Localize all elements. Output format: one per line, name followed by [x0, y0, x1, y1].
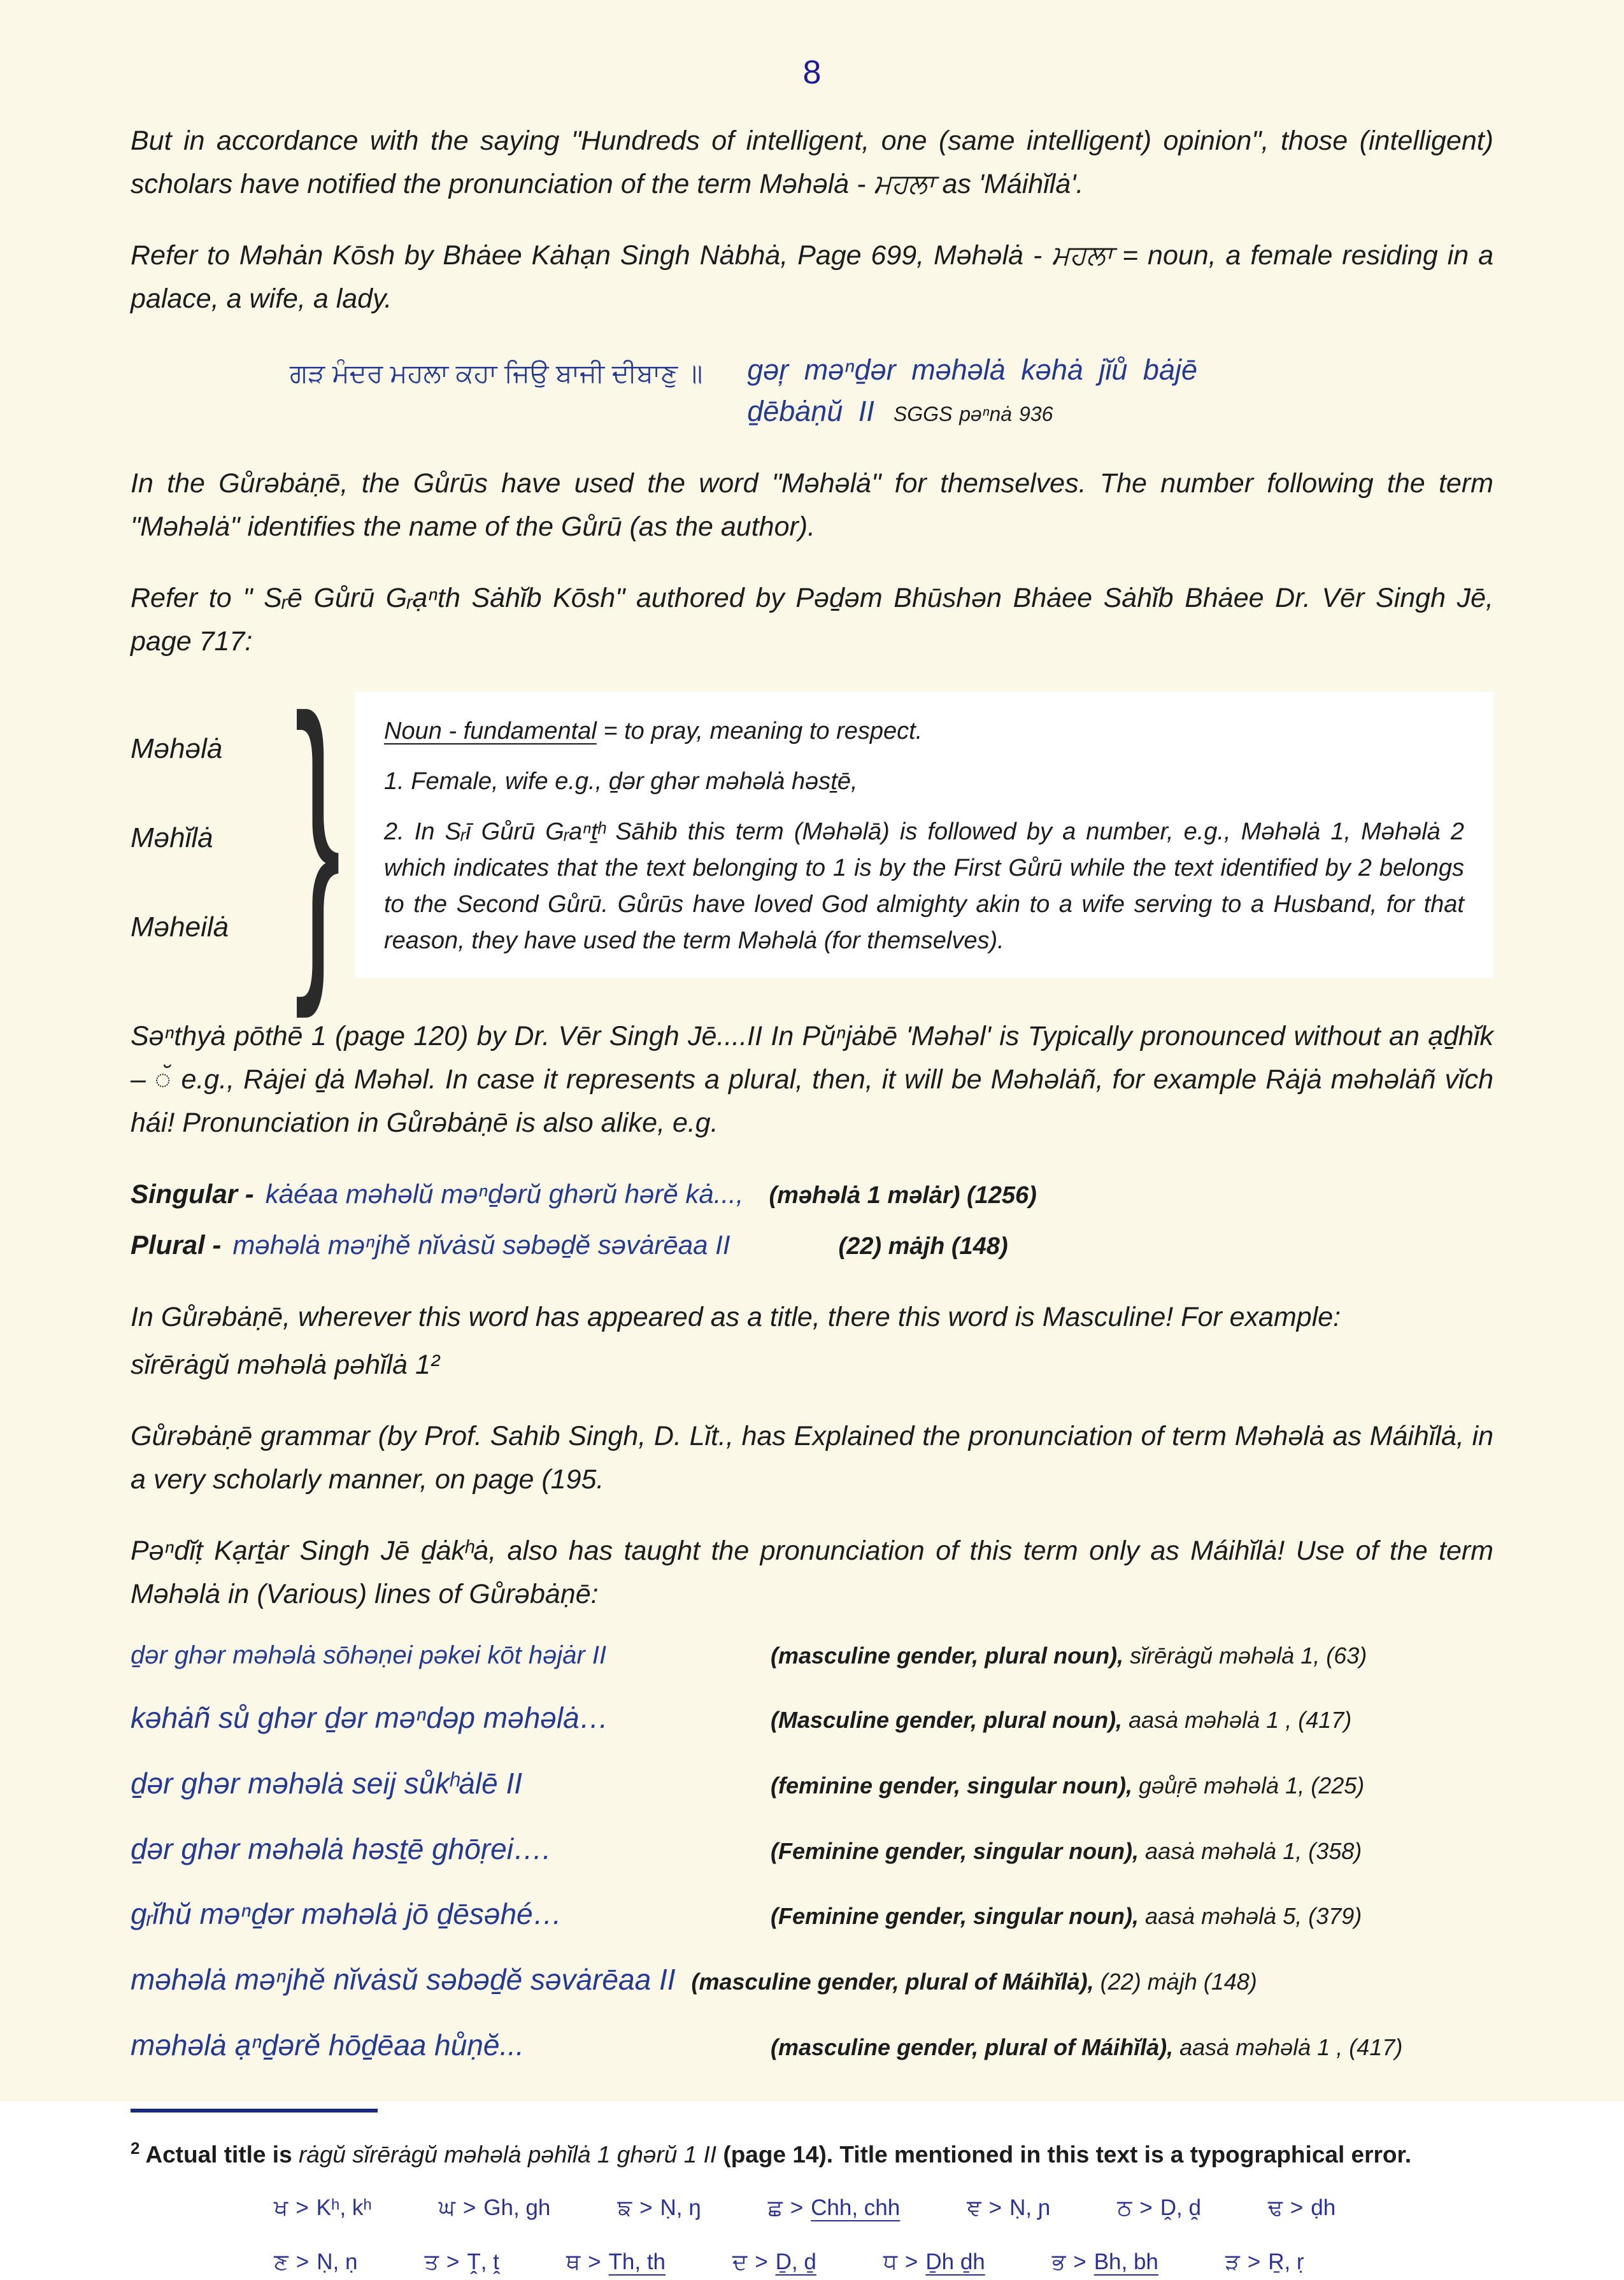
example-row [131, 1760, 1493, 1807]
definition-heading-term: Noun - fundamental [384, 718, 597, 745]
plural-label: Plural - [131, 1230, 222, 1260]
mapping-arrow: > [1073, 2249, 1086, 2275]
transliteration-line2: ḏēbȧṇŭ II [747, 395, 874, 427]
latin-mapping: Ḏh ḏh [925, 2249, 985, 2275]
gurmukhi-letter: ਢ [1267, 2195, 1283, 2221]
latin-mapping: Ṇ, ɲ [1009, 2195, 1051, 2221]
footnote [131, 2135, 1493, 2174]
gurmukhi-letter: ਦ [732, 2249, 748, 2275]
example-phrase: məhəlȧ ạⁿḏərĕ hōḏēaa hůṇĕ... [131, 2028, 524, 2062]
footnote-pre: Actual title is [139, 2141, 299, 2168]
example-row [131, 1826, 1493, 1872]
page-number: 8 [802, 54, 822, 91]
pronunciation-variant-2: Məhĭlȧ [131, 822, 213, 854]
mapping-arrow: > [1247, 2249, 1261, 2275]
example-phrase: ḏər ghər məhəlȧ seij sůkʰȧlē II [131, 1767, 523, 1800]
legend-item [274, 2244, 357, 2279]
footnote-marker: 2 [131, 2139, 140, 2158]
mapping-arrow: > [1290, 2195, 1304, 2221]
latin-mapping: Ṇ, ṇ [317, 2249, 358, 2275]
para-mahan-kosh: Refer to Məhȧn Kōsh by Bhȧee Kȧhạn Singh Nȧbhȧ, Page 699, Məhəlȧ - ਮਹਲਾ = noun, a female residing in a palace, a wife, a lady. [131, 239, 1493, 314]
example-note-gender: (masculine gender, plural noun), [771, 1642, 1124, 1669]
pronunciation-variants [131, 692, 280, 978]
legend-item [1117, 2190, 1201, 2225]
legend-item [274, 2190, 372, 2225]
gurmukhi-letter: ਤ [424, 2249, 439, 2275]
gurmukhi-letter: ਠ [1117, 2195, 1132, 2221]
plural-row [131, 1224, 1493, 1266]
latin-mapping: Ḓ, ḓ [1160, 2195, 1201, 2221]
definition-box [355, 692, 1493, 978]
para-kartar: Pəⁿdĭṭ Kạrṯȧr Singh Jē ḏȧkʰȧ, also has taught the pronunciation of this term only as Máihĭlȧ! Use of the term Məhəlȧ in (Various) lines of Gůrəbȧṇē: [131, 1535, 1493, 1610]
mapping-arrow: > [462, 2195, 476, 2221]
legend-item [883, 2244, 985, 2279]
legend-item [768, 2190, 901, 2225]
example-note-source: sĭrērȧgŭ məhəlȧ 1, (63) [1123, 1642, 1367, 1669]
para-grammar: Gůrəbȧṇē grammar (by Prof. Sahib Singh, D. Lĭt., has Explained the pronunciation of term Məhəlȧ as Máihĭlȧ, in a very scholarly manner, on page (195. [131, 1421, 1493, 1495]
example-note-gender: (masculine gender, plural of Máihĭlȧ), [691, 1969, 1094, 1995]
example-note [771, 1702, 1351, 1739]
example-note-source: (22) mȧjh (148) [1093, 1969, 1257, 1995]
example-note [771, 1768, 1364, 1804]
gurmukhi-letter: ਥ [566, 2249, 581, 2275]
mapping-arrow: > [755, 2249, 768, 2275]
pronunciation-variant-1: Məhəlȧ [131, 733, 223, 764]
example-note [771, 2030, 1402, 2066]
definition-block [131, 650, 1493, 1020]
footnote-title: rȧgŭ sĭrērȧgŭ məhəlȧ pəhĭlȧ 1 ghərŭ 1 II [298, 2141, 723, 2168]
latin-mapping: Ṟ, ṛ [1268, 2249, 1304, 2275]
mapping-arrow: > [790, 2195, 804, 2221]
latin-mapping: Gh, gh [483, 2195, 551, 2221]
mapping-arrow: > [639, 2195, 653, 2221]
gurmukhi-letter: ਘ [438, 2195, 455, 2221]
example-row [131, 2022, 1493, 2069]
latin-mapping: Bh, bh [1093, 2249, 1158, 2275]
mapping-arrow: > [1139, 2195, 1153, 2221]
example-note-gender: (feminine gender, singular noun), [771, 1772, 1133, 1799]
example-note-gender: (masculine gender, plural of Máihĭlȧ), [771, 2034, 1174, 2060]
example-note-source: gəůṛē məhəlȧ 1, (225) [1132, 1772, 1365, 1799]
legend-item [439, 2190, 551, 2225]
gurmukhi-letter: ਧ [883, 2249, 897, 2275]
para-santhya: Səⁿthyȧ pōthē 1 (page 120) by Dr. Vēr Singh Jē....II In Pŭⁿjȧbē 'Məhəl' is Typically pronounced without an ạḏhĭk – ◌̆ e.g., Rȧjei ḏȧ Məhəl. In case it represents a plural, then, it will be Məhəlȧñ, for example Rȧjȧ məhəlȧñ vĭch hái! Pronunciation in Gůrəbȧṇē is also alike, e.g. [131, 1021, 1493, 1138]
example-note [771, 1638, 1367, 1674]
example-note-source: aasȧ məhəlȧ 5, (379) [1139, 1903, 1362, 1930]
gurbani-examples [131, 1635, 1493, 2068]
gurmukhi-letter: ਛ [767, 2195, 783, 2221]
para-kosh-reference: Refer to " Sᵣē Gůrū Gᵣạⁿth Sȧhĭb Kōsh" authored by Pəḏəm Bhūshən Bhȧee Sȧhĭb Bhȧee Dr. Vēr Singh Jē, page 717: [131, 583, 1493, 657]
mapping-arrow: > [904, 2249, 918, 2275]
example-note-gender: (Feminine gender, singular noun), [771, 1837, 1139, 1864]
mapping-arrow: > [296, 2249, 310, 2275]
legend-row-2 [131, 2244, 1493, 2279]
mapping-arrow: > [988, 2195, 1002, 2221]
latin-mapping: ḍh [1311, 2195, 1336, 2221]
example-note-gender: (Masculine gender, plural noun), [771, 1707, 1123, 1734]
definition-heading [384, 713, 1464, 750]
example-note-source: aasȧ məhəlȧ 1 , (417) [1173, 2034, 1403, 2060]
transliteration-block [747, 349, 1197, 432]
mapping-arrow: > [588, 2249, 601, 2275]
latin-mapping: Ḏ, ḏ [775, 2249, 816, 2275]
gurbani-quote [290, 349, 1493, 432]
gurmukhi-line: ਗੜ ਮੰਦਰ ਮਹਲਾ ਕਹਾ ਜਿਉ ਬਾਜੀ ਦੀਬਾਣੁ ॥ [290, 358, 703, 388]
example-row [131, 1891, 1493, 1937]
singular-row [131, 1173, 1493, 1215]
legend-item [1225, 2244, 1304, 2279]
para-masculine: In Gůrəbȧṇē, wherever this word has appeared as a title, there this word is Masculine! For example: [131, 1301, 1341, 1332]
example-note [692, 1964, 1257, 2000]
example-row [131, 1695, 1493, 1741]
definition-heading-rest: = to pray, meaning to respect. [596, 718, 923, 745]
mapping-arrow: > [446, 2249, 460, 2275]
plural-note: (22) mȧjh (148) [838, 1233, 1008, 1260]
latin-mapping: Chh, chh [811, 2195, 901, 2221]
gurmukhi-letter: ਞ [967, 2195, 981, 2221]
brace-glyph: } [294, 650, 341, 1020]
mapping-arrow: > [296, 2195, 309, 2221]
gurmukhi-letter: ਙ [617, 2195, 632, 2221]
latin-mapping: Ṱ, ṱ [467, 2249, 499, 2275]
legend-row-1 [131, 2190, 1493, 2225]
legend-item [424, 2244, 499, 2279]
latin-mapping: Ṇ, ŋ [660, 2195, 701, 2221]
gurmukhi-letter: ੜ [1225, 2249, 1240, 2275]
example-row [131, 1956, 1493, 2003]
singular-phrase: kȧéaa məhəlŭ məⁿḏərŭ ghərŭ hərĕ kȧ..., [265, 1178, 744, 1209]
example-note-source: aasȧ məhəlȧ 1, (358) [1139, 1837, 1362, 1864]
latin-mapping: Th, th [608, 2249, 666, 2275]
plural-phrase: məhəlȧ məⁿjhĕ nĭvȧsŭ səbəḏĕ səvȧrēaa II [232, 1230, 730, 1260]
example-note-source: aasȧ məhəlȧ 1 , (417) [1122, 1707, 1352, 1734]
masculine-example-line: sĭrērȧgŭ məhəlȧ pəhĭlȧ 1² [131, 1350, 440, 1381]
transliteration-line1: gəŗ məⁿḏər məhəlȧ kəhȧ jĭů bȧjē [747, 353, 1197, 386]
example-row [131, 1635, 1493, 1676]
example-note [771, 1834, 1362, 1870]
definition-item-2: 2. In Sᵣī Gůrū Gᵣaⁿṯʰ Sāhib this term (Məhəlā) is followed by a number, e.g., Məhəlȧ 1, Məhəlȧ 2 which indicates that the text belonging to 1 is by the First Gůrū while the text identified by 2 belongs to the Second Gůrū. Gůrūs have loved God almighty akin to a wife serving to a Husband, for that reason, they have used the term Məhəlȧ (for themselves). [384, 818, 1464, 954]
footnote-post: (page 14). Title mentioned in this text is a typographical error. [723, 2141, 1412, 2168]
footnote-separator [131, 2109, 378, 2113]
pronunciation-variant-3: Məheilȧ [131, 911, 229, 943]
legend-item [1052, 2244, 1158, 2279]
singular-note: (məhəlȧ 1 məlȧr) (1256) [769, 1181, 1037, 1209]
example-note-gender: (Feminine gender, singular noun), [771, 1903, 1139, 1930]
legend-item [732, 2244, 816, 2279]
definition-item-1: 1. Female, wife e.g., ḏər ghər məhəlȧ həsṯē, [384, 768, 858, 795]
example-phrase: ḏər ghər məhəlȧ sōhəṇei pəkei kōt həjȧr II [131, 1641, 607, 1670]
latin-mapping: Kʰ, kʰ [316, 2195, 372, 2221]
legend-item [1268, 2190, 1336, 2225]
example-note [771, 1899, 1362, 1935]
gurmukhi-letter: ਭ [1051, 2249, 1066, 2275]
example-phrase: ḏər ghər məhəlȧ həsṯē ghōṛei…. [131, 1832, 551, 1865]
para-intro: But in accordance with the saying "Hundreds of intelligent, one (same intelligent) opinion", those (intelligent) scholars have notified the pronunciation of the term Məhəlȧ - ਮਹਲਾ as 'Máihĭlȧ'. [131, 125, 1493, 199]
gurmukhi-letter: ਣ [274, 2249, 288, 2275]
example-phrase: gᵣĭhŭ məⁿḏər məhəlȧ jō ḏēsəhé… [131, 1897, 562, 1931]
example-phrase: məhəlȧ məⁿjhĕ nĭvȧsŭ səbəḏĕ səvȧrēaa II [131, 1963, 676, 1997]
example-phrase: kəhȧñ sů ghər ḏər məⁿdəp məhəlȧ… [131, 1701, 609, 1735]
legend-item [566, 2244, 666, 2279]
para-gurbani-usage: In the Gůrəbȧṇē, the Gůrūs have used the word "Məhəlȧ" for themselves. The number following the term "Məhəlȧ" identifies the name of the Gůrū (as the author). [131, 468, 1493, 543]
gurmukhi-letter: ਖ [274, 2195, 288, 2221]
quote-source: SGGS pəⁿnȧ 936 [893, 403, 1053, 425]
singular-label: Singular - [131, 1178, 254, 1209]
legend-item [617, 2190, 701, 2225]
legend-item [967, 2190, 1050, 2225]
